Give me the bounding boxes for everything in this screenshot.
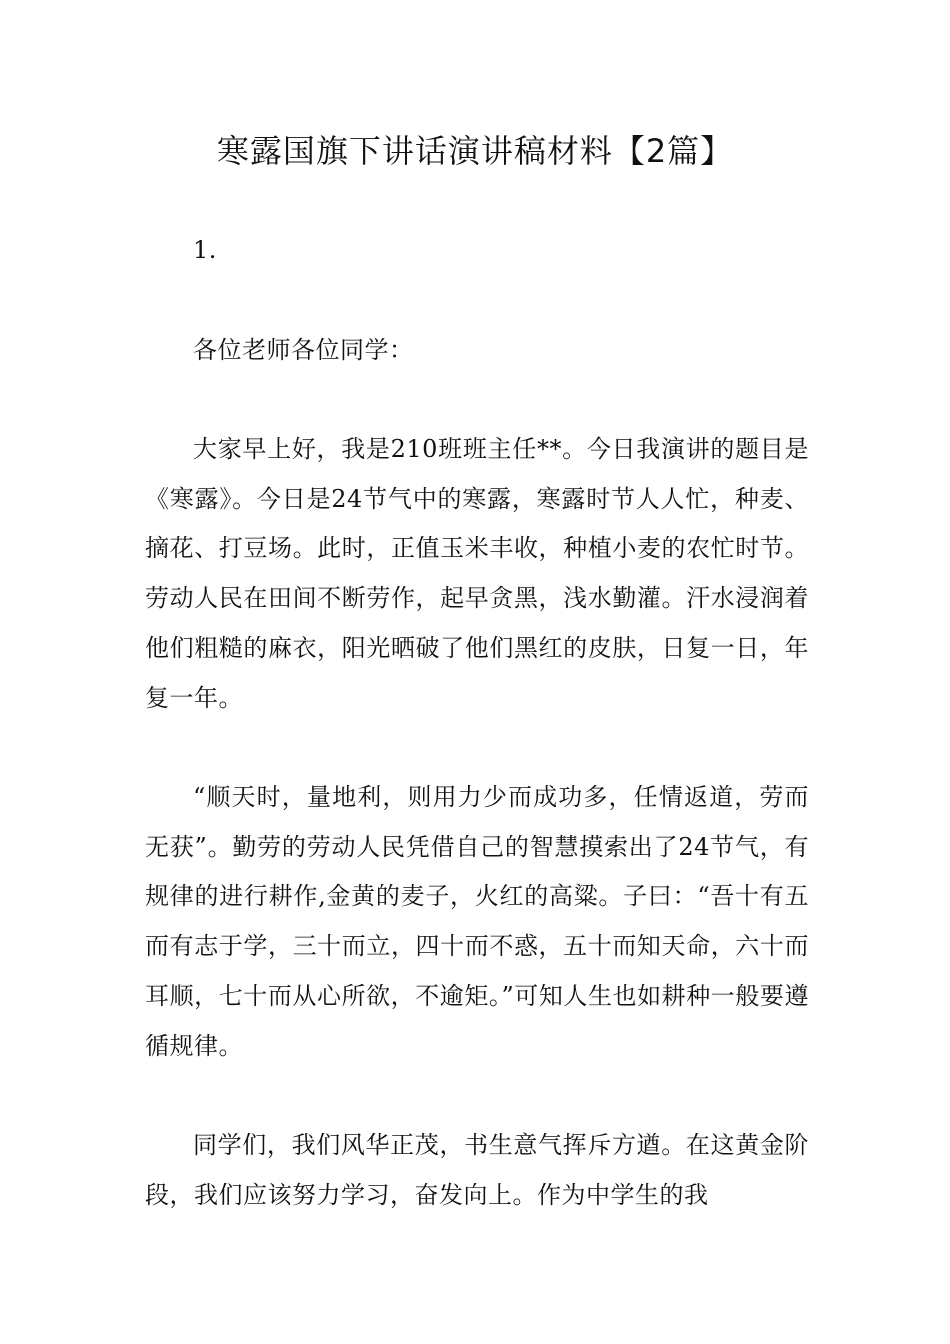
greeting: 各位老师各位同学： [193, 336, 414, 364]
paragraph: 大家早上好，我是210班班主任**。今日我演讲的题目是《寒露》。今日是24节气中的寒露，寒露时节人人忙，种麦、摘花、打豆场。此时，正值玉米丰收，种植小麦的农忙时节。劳动人民在田间不断劳作，起早贪黑，浅水勤灌。汗水浸润着他们粗糙的麻衣，阳光晒破了他们黑红的皮肤，日复一日，年复一年。 [145, 435, 809, 712]
document-title: 寒露国旗下讲话演讲稿材料【2篇】 [216, 132, 734, 170]
paragraph: 同学们，我们风华正茂，书生意气挥斥方遒。在这黄金阶段，我们应该努力学习，奋发向上。作为中学生的我 [145, 1131, 809, 1209]
section-number: 1. [193, 236, 217, 264]
paragraph: “顺天时，量地利，则用力少而成功多，任情返道，劳而无获”。勤劳的劳动人民凭借自己的智慧摸索出了24节气，有规律的进行耕作,金黄的麦子，火红的高粱。子曰：“吾十有五而有志于学，三十而立，四十而不惑，五十而知天命，六十而耳顺，七十而从心所欲，不逾矩。”可知人生也如耕种一般要遵循规律。 [145, 783, 809, 1060]
